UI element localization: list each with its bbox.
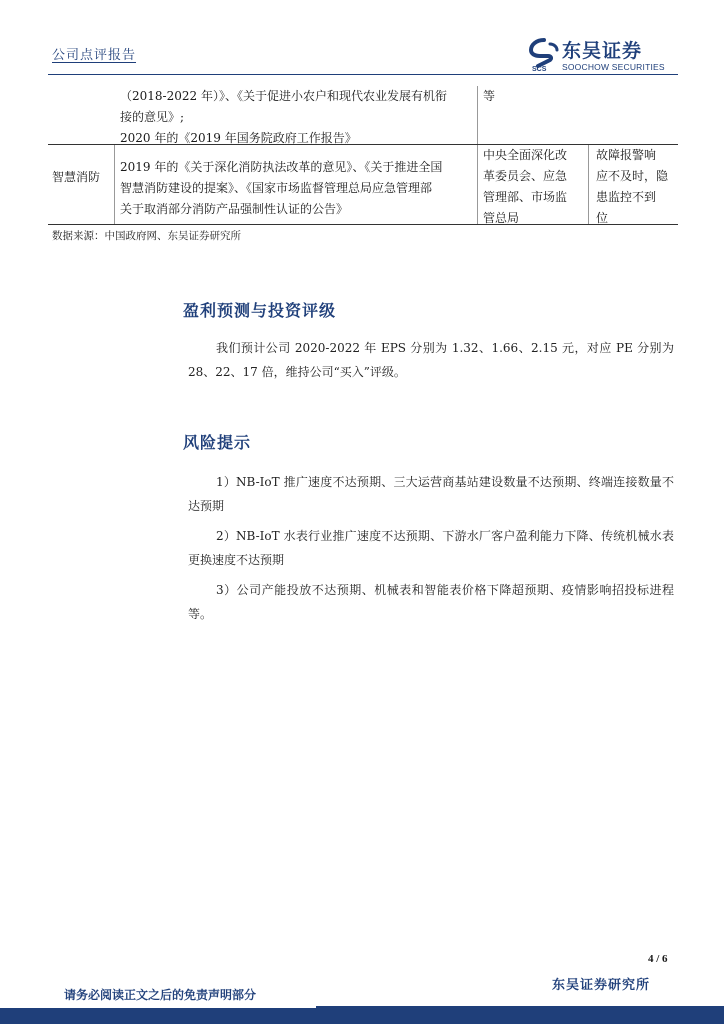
logo-chinese-name: 东吴证券 — [562, 40, 643, 62]
column-divider — [477, 145, 478, 224]
category-cell: 智慧消防 — [52, 170, 101, 184]
company-logo — [528, 38, 678, 74]
risk-item: 1）NB-IoT 推广速度不达预期、三大运营商基站建设数量不达预期、终端连接数量不达预期 — [188, 475, 674, 513]
footer-bar — [0, 1007, 724, 1024]
table-row — [48, 145, 678, 225]
risk-item: 3）公司产能投放不达预期、机械表和智能表价格下降超预期、疫情影响招投标进程等。 — [188, 583, 674, 621]
disclaimer-text: 请务必阅读正文之后的免责声明部分 — [64, 988, 257, 1002]
policy-table — [48, 86, 678, 225]
column-divider — [114, 145, 115, 224]
forecast-section-title: 盈利预测与投资评级 — [183, 301, 337, 320]
forecast-paragraph: 我们预计公司 2020-2022 年 EPS 分别为 1.32、1.66、2.15 元，对应 PE 分别为 28、22、17 倍，维持公司“买入”评级。 — [188, 341, 674, 379]
issue-cell: 故障报警响 应不及时，隐 患监控不到 位 — [596, 148, 669, 225]
footer-divider — [316, 1006, 724, 1007]
source-note: 数据来源：中国政府网、东吴证券研究所 — [52, 230, 241, 242]
header-divider — [48, 74, 678, 75]
policy-cell: （2018-2022 年）》、《关于促进小农户和现代农业发展有机衔 接的意见》; 2020 年的《2019 年国务院政府工作报告》 — [120, 89, 447, 145]
table-row — [48, 86, 678, 145]
department-cell: 等 — [483, 89, 496, 103]
column-divider — [588, 145, 589, 224]
page-number: 4 / 6 — [648, 953, 668, 965]
svg-text:SCS: SCS — [532, 66, 547, 72]
logo-english-name: SOOCHOW SECURITIES — [562, 62, 665, 72]
footer-organization: 东吴证券研究所 — [552, 978, 651, 993]
risk-item: 2）NB-IoT 水表行业推广速度不达预期、下游水厂客户盈利能力下降、传统机械水表更换速度不达预期 — [188, 529, 674, 567]
report-type-label: 公司点评报告 — [52, 48, 137, 63]
department-cell: 中央全面深化改 革委员会、应急 管理部、市场监 管总局 — [483, 148, 568, 225]
column-divider — [477, 86, 478, 144]
logo-mark-icon — [528, 38, 560, 72]
risk-section-title: 风险提示 — [183, 433, 252, 452]
policy-cell: 2019 年的《关于深化消防执法改革的意见》、《关于推进全国 智慧消防建设的提案》、《国家市场监督管理总局应急管理部 关于取消部分消防产品强制性认证的公告》 — [120, 160, 443, 216]
